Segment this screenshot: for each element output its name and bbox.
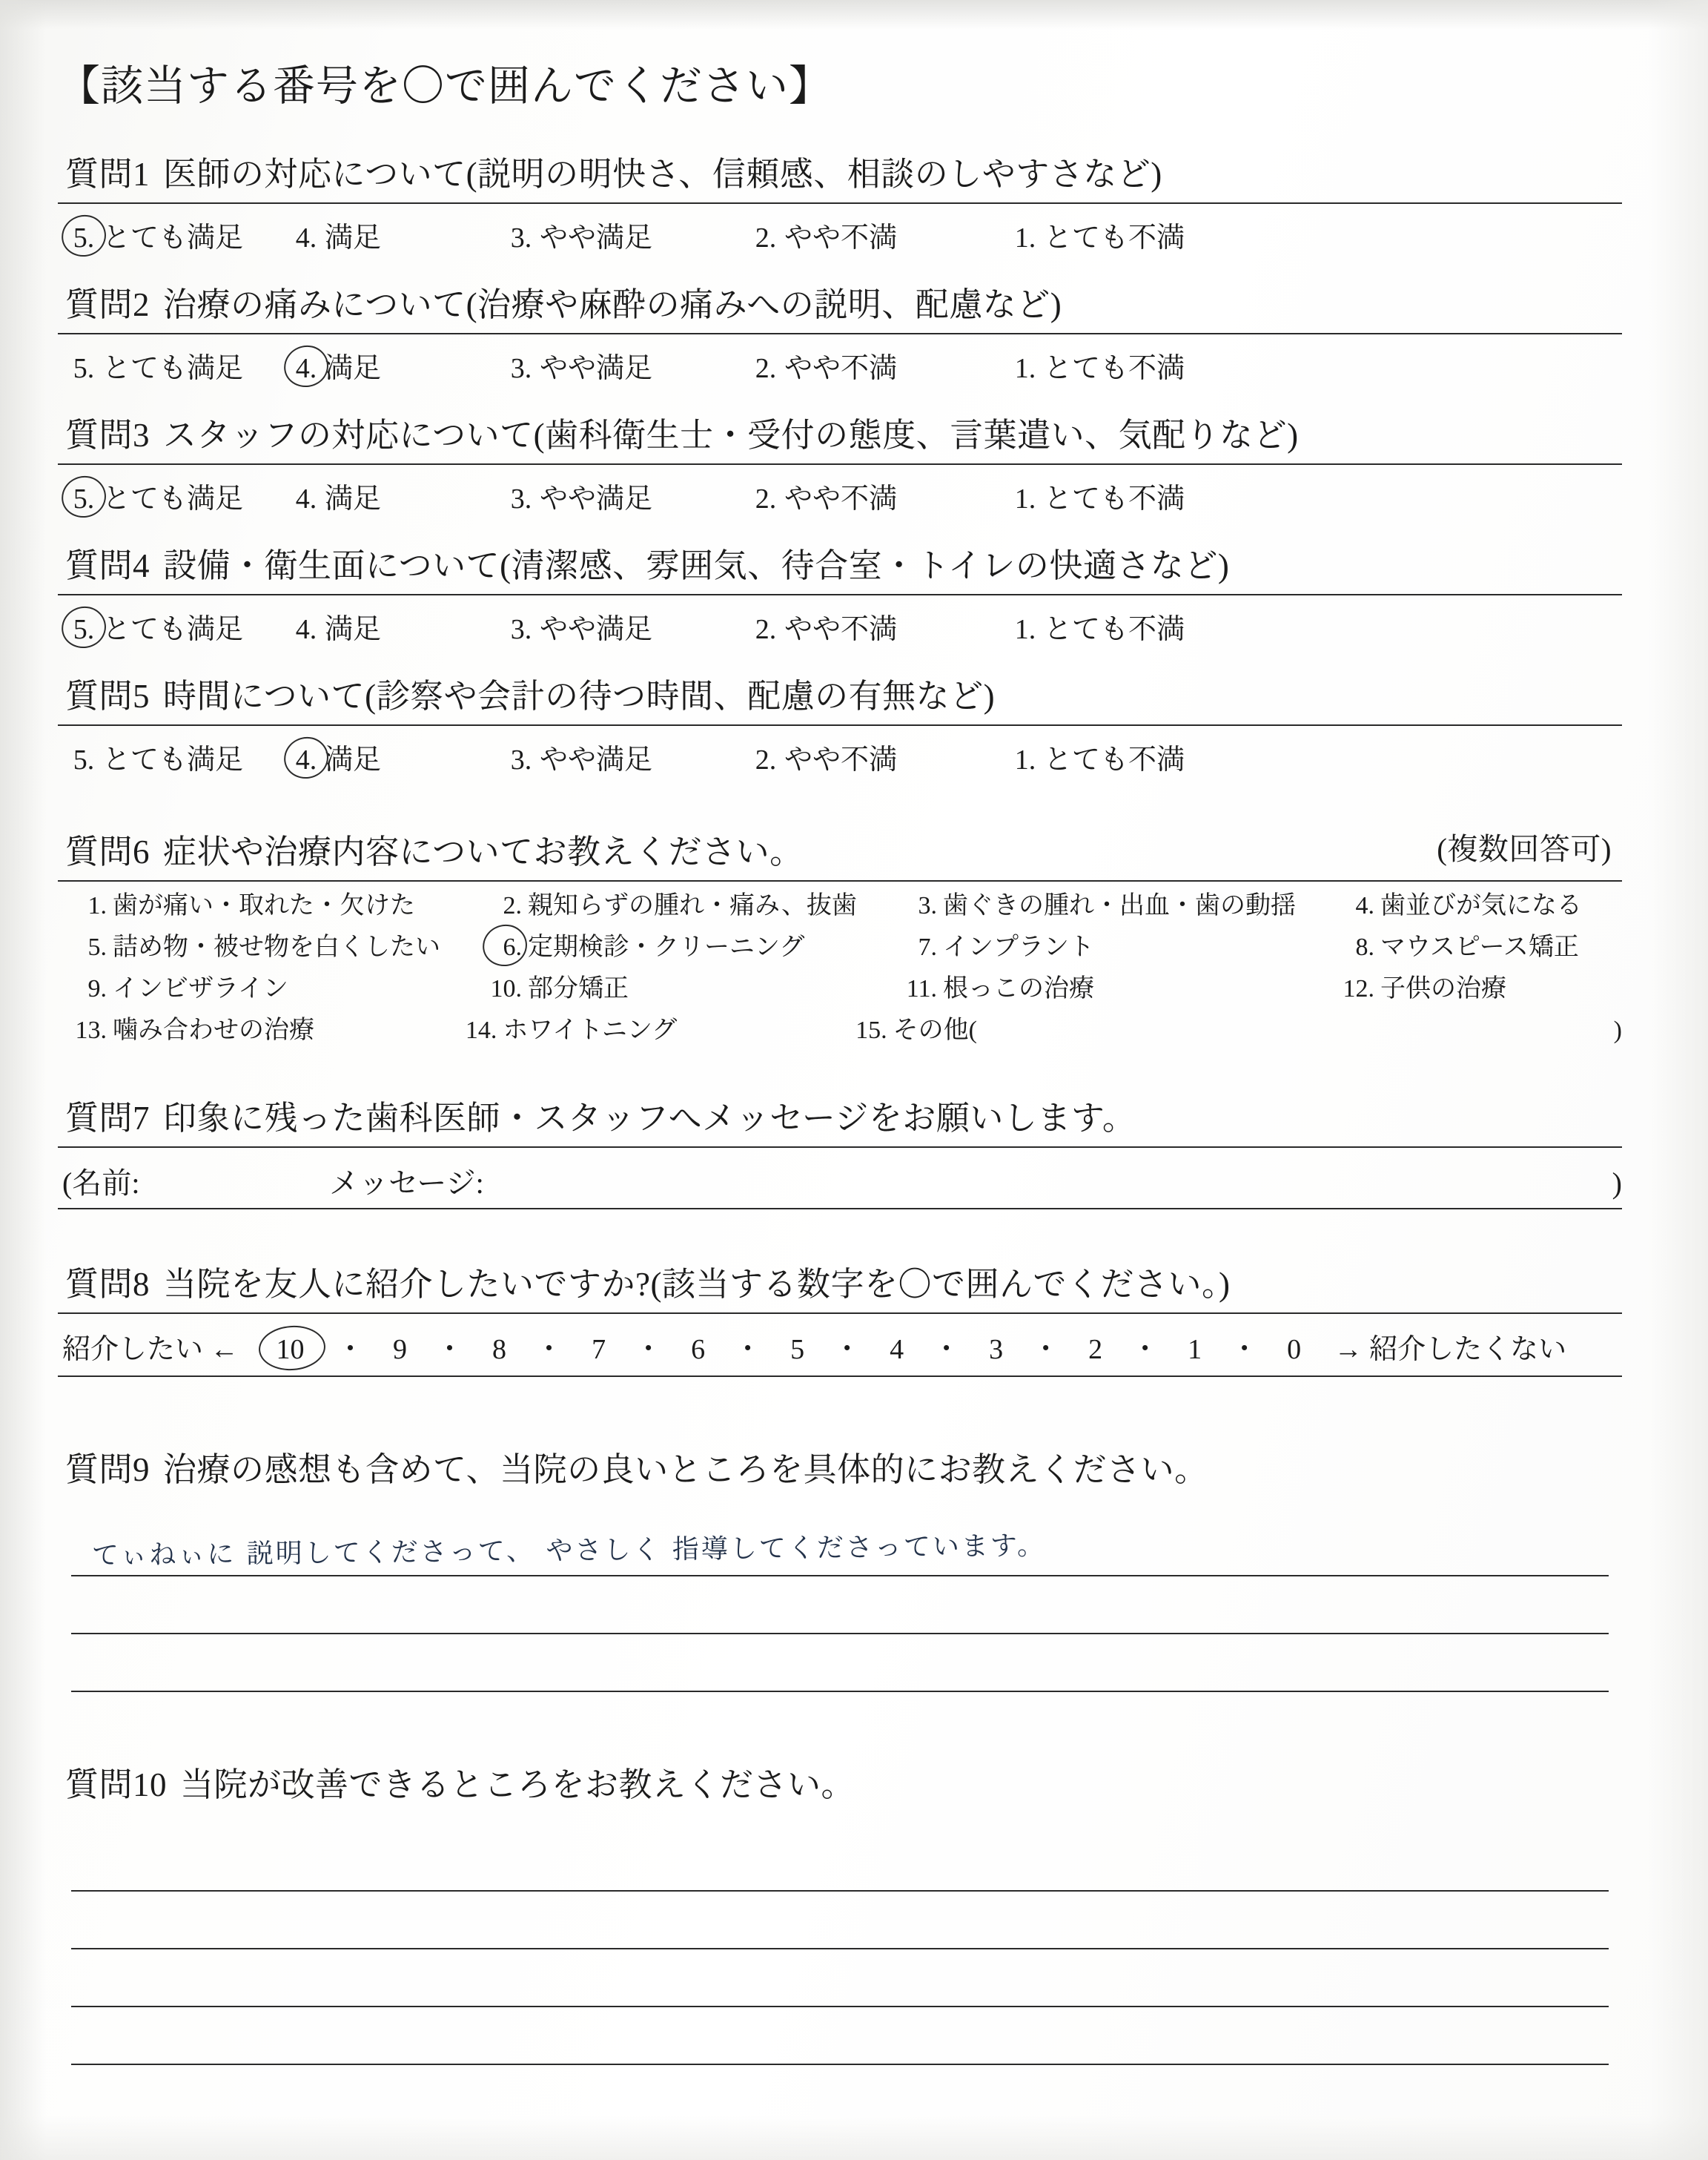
q4-option-2-number: 2. [755,614,777,645]
question-block-5 [58,669,1622,777]
q4-option-1[interactable] [1010,606,1254,647]
q4-option-4-label: 満足 [325,614,382,645]
question-7-answer-row[interactable] [58,1160,1622,1209]
answer-line[interactable] [71,1576,1609,1634]
q6-choice-10[interactable] [488,977,903,1002]
question-5-text: 時間について(診察や会計の待つ時間、配慮の有無など) [163,678,996,715]
question-2-label: 質問2 [65,286,150,323]
question-block-6 [58,825,1622,1043]
q6-choice-6-number: 6. [488,935,522,960]
q6-choice-14[interactable] [463,1018,853,1043]
scan-shadow-right [1649,0,1708,2160]
question-3-label: 質問3 [65,417,150,454]
question-3-text: スタッフの対応について(歯科衛生士・受付の態度、言葉遣い、気配りなど) [163,417,1299,454]
question-block-2 [58,277,1622,386]
question-block-3 [58,408,1622,516]
q8-sep: ・ [435,1334,464,1365]
q9-answer-line-1: てぃねぃに 説明してくださって、 やさしく 指導してくださっています。 [91,1530,1047,1571]
q8-value-7[interactable]: 7 [592,1334,606,1365]
question-9-title [58,1442,1622,1498]
scan-shadow-bottom [0,2116,1708,2160]
q4-option-5[interactable] [68,606,291,647]
question-10-answer-area[interactable] [58,1834,1622,2065]
q5-option-4-label: 満足 [325,744,382,776]
q3-option-5-number: 5. [68,483,99,515]
q6-choice-10-label: 部分矯正 [528,975,629,1003]
q3-option-4-number: 4. [295,483,317,515]
q6-choice-9[interactable] [73,977,488,1002]
question-4-text: 設備・衛生面について(清潔感、雰囲気、待合室・トイレの快適さなど) [163,547,1230,584]
question-2-title [58,277,1622,334]
q3-option-2-label: やや不満 [784,483,898,515]
q1-option-1-number: 1. [1014,222,1036,254]
q6-choice-15-number: 15. [855,1017,887,1044]
q8-sep: ・ [534,1334,563,1365]
q8-sep: ・ [932,1334,961,1365]
q4-option-4[interactable] [291,606,506,647]
question-9-label: 質問9 [65,1451,150,1488]
q8-value-1[interactable]: 1 [1188,1334,1202,1365]
q2-option-3-label: やや満足 [540,353,653,384]
q7-name-label: (名前: [62,1166,140,1200]
q1-option-4-number: 4. [295,222,317,254]
q5-option-1-label: とても不満 [1044,744,1185,776]
question-block-7 [58,1091,1622,1209]
q6-choice-9-number: 9. [87,975,107,1003]
question-6-choices [58,894,1622,1043]
question-block-1 [58,147,1622,255]
q6-choice-4-number: 4. [1355,892,1374,919]
q6-choice-2-label: 親知らずの腫れ・痛み、抜歯 [528,892,858,919]
q8-value-0[interactable]: 0 [1287,1334,1302,1365]
q1-option-1[interactable] [1010,214,1254,255]
question-block-9 [58,1442,1622,1692]
q3-option-5-label: とても満足 [102,483,244,515]
q4-option-4-number: 4. [295,614,317,645]
q1-option-2-label: やや不満 [784,222,898,254]
q1-option-2-number: 2. [755,222,777,254]
q6-choice-5-number: 5. [87,934,107,961]
q6-choice-11-label: 根っこの治療 [943,975,1094,1003]
question-2-scale [58,345,1622,386]
q6-choice-5[interactable] [73,935,488,960]
answer-line[interactable] [71,1834,1609,1892]
q2-option-5[interactable] [68,345,291,386]
q2-option-1[interactable] [1010,345,1254,386]
question-9-answer-area[interactable] [58,1519,1622,1692]
question-3-title [58,408,1622,465]
q3-option-2-number: 2. [755,483,777,515]
q6-choice-12[interactable] [1340,977,1622,1002]
question-8-title [58,1257,1622,1314]
q6-choice-3[interactable] [903,894,1340,919]
q6-choice-8-label: マウスピース矯正 [1380,934,1579,961]
q6-choice-8-number: 8. [1355,934,1374,961]
q2-option-2-label: やや不満 [784,353,898,384]
answer-line[interactable] [71,1949,1609,2007]
q2-option-5-label: とても満足 [102,353,244,384]
q3-option-4-label: 満足 [325,483,382,515]
q6-choice-1[interactable] [73,894,488,919]
answer-line[interactable] [71,1634,1609,1692]
q5-option-3[interactable] [506,736,750,777]
q6-choice-12-label: 子供の治療 [1380,975,1506,1003]
q5-option-2-label: やや不満 [784,744,898,776]
question-block-8 [58,1257,1622,1377]
choice-row [73,894,1622,919]
q1-option-2[interactable] [750,214,1010,255]
q8-sep: ・ [634,1334,663,1365]
q6-choice-5-label: 詰め物・被せ物を白くしたい [113,934,440,961]
q8-sep: ・ [1230,1334,1259,1365]
q6-choice-4[interactable] [1340,894,1622,919]
q3-option-3-number: 3. [510,483,532,515]
q5-option-3-number: 3. [510,744,532,776]
q8-value-4[interactable]: 4 [890,1334,904,1365]
q4-option-2[interactable] [750,606,1010,647]
q6-choice-2[interactable] [488,894,903,919]
question-4-title [58,538,1622,595]
q1-option-1-label: とても不満 [1044,222,1185,254]
q7-message-label: メッセージ: [329,1166,484,1200]
question-7-text: 印象に残った歯科医師・スタッフへメッセージをお願いします。 [163,1100,1136,1137]
q2-option-3[interactable] [506,345,750,386]
q4-option-3-label: やや満足 [540,614,653,645]
q3-option-1[interactable] [1010,475,1254,516]
question-4-label: 質問4 [65,547,150,584]
q1-option-5[interactable] [68,214,291,255]
q4-option-5-label: とても満足 [102,614,244,645]
q3-option-4[interactable] [291,475,506,516]
form-content [58,52,1622,2087]
q8-sep: ・ [336,1334,365,1365]
q5-option-4[interactable] [291,736,506,777]
q8-value-8[interactable]: 8 [492,1334,507,1365]
q5-option-4-number: 4. [291,744,322,776]
q2-option-1-number: 1. [1014,353,1036,384]
q2-option-4-label: 満足 [325,353,382,384]
q6-choice-7-label: インプラント [943,934,1094,961]
q6-choice-15-label: その他( [893,1017,977,1044]
q8-value-6[interactable]: 6 [691,1334,706,1365]
q6-choice-1-label: 歯が痛い・取れた・欠けた [113,892,415,919]
q6-choice-6-label: 定期検診・クリーニング [528,934,805,961]
q8-scale-numbers [261,1326,1314,1367]
q5-option-5-number: 5. [73,744,95,776]
question-10-text: 当院が改善できるところをお教えください。 [180,1766,855,1803]
q5-option-1[interactable] [1010,736,1254,777]
q8-sep: ・ [1131,1334,1159,1365]
q6-choice-13-label: 噛み合わせの治療 [113,1017,314,1044]
q2-option-3-number: 3. [510,353,532,384]
scan-shadow-left [0,0,46,2160]
q8-value-2[interactable]: 2 [1088,1334,1103,1365]
answer-line[interactable] [71,1892,1609,1949]
q3-option-3[interactable] [506,475,750,516]
q2-option-5-number: 5. [73,353,95,384]
q7-close-paren: ) [1612,1166,1622,1200]
q8-sep: ・ [733,1334,762,1365]
q8-right-label: → 紹介したくない [1334,1334,1567,1365]
question-2-text: 治療の痛みについて(治療や麻酔の痛みへの説明、配慮など) [163,286,1062,323]
q8-value-3[interactable]: 3 [989,1334,1004,1365]
q4-option-1-label: とても不満 [1044,614,1185,645]
q1-option-5-number: 5. [68,222,99,254]
question-6-text: 症状や治療内容についてお教えください。 [163,833,804,871]
q6-choice-11[interactable] [903,977,1340,1002]
q8-sep: ・ [1031,1334,1060,1365]
q6-choice-15[interactable] [853,1018,1622,1043]
q4-option-1-number: 1. [1014,614,1036,645]
choice-row [73,977,1622,1002]
q5-option-1-number: 1. [1014,744,1036,776]
q6-choice-11-number: 11. [906,975,937,1003]
question-8-scale [58,1326,1622,1377]
q6-choice-6[interactable] [488,935,903,960]
q6-choice-2-number: 2. [503,892,522,919]
question-6-label: 質問6 [65,833,150,871]
q3-option-3-label: やや満足 [540,483,653,515]
q2-option-4-number: 4. [291,352,322,385]
q6-choice-10-number: 10. [490,975,522,1003]
question-7-title [58,1091,1622,1148]
q2-option-4[interactable] [291,345,506,386]
q6-choice-3-label: 歯ぐきの腫れ・出血・歯の動揺 [943,892,1296,919]
question-5-title [58,669,1622,726]
q6-choice-7[interactable] [903,935,1340,960]
q6-choice-14-number: 14. [465,1017,497,1044]
q2-option-2[interactable] [750,345,1010,386]
q5-option-2-number: 2. [755,744,777,776]
q8-value-5[interactable]: 5 [790,1334,805,1365]
q3-option-2[interactable] [750,475,1010,516]
q8-left-label: 紹介したい ← [62,1334,239,1365]
q6-choice-13[interactable] [73,1018,463,1043]
question-5-scale [58,736,1622,777]
q1-option-3-number: 3. [510,222,532,254]
choice-row [73,935,1622,960]
question-10-title [58,1757,1622,1813]
q8-value-9[interactable]: 9 [393,1334,408,1365]
q5-option-3-label: やや満足 [540,744,653,776]
q5-option-2[interactable] [750,736,1010,777]
q8-value-10[interactable]: 10 [261,1333,320,1366]
q2-option-1-label: とても不満 [1044,353,1185,384]
q3-option-1-number: 1. [1014,483,1036,515]
q1-option-4[interactable] [291,214,506,255]
q6-choice-14-label: ホワイトニング [503,1017,678,1044]
question-6-title [58,825,1622,882]
question-4-scale [58,606,1622,647]
question-6-note: (複数回答可) [1437,832,1612,866]
q3-option-1-label: とても不満 [1044,483,1185,515]
q6-choice-13-number: 13. [75,1017,107,1044]
answer-line[interactable] [71,2007,1609,2065]
question-1-scale [58,214,1622,255]
q5-option-5-label: とても満足 [102,744,244,776]
q6-choice-12-number: 12. [1343,975,1374,1003]
question-5-label: 質問5 [65,678,150,715]
q5-option-5[interactable] [68,736,291,777]
q6-choice-9-label: インビザライン [113,975,288,1003]
q1-option-3-label: やや満足 [540,222,653,254]
question-block-4 [58,538,1622,647]
question-7-label: 質問7 [65,1100,150,1137]
question-1-label: 質問1 [65,156,150,193]
q6-choice-8[interactable] [1340,935,1622,960]
q4-option-3-number: 3. [510,614,532,645]
q4-option-3[interactable] [506,606,750,647]
q6-choice-4-label: 歯並びが気になる [1380,892,1582,919]
q1-option-4-label: 満足 [325,222,382,254]
q6-choice-1-number: 1. [87,892,107,919]
q1-option-5-label: とても満足 [102,222,244,254]
question-1-text: 医師の対応について(説明の明快さ、信頼感、相談のしやすさなど) [163,156,1162,193]
answer-line[interactable] [71,1519,1609,1576]
question-9-text: 治療の感想も含めて、当院の良いところを具体的にお教えください。 [163,1451,1208,1488]
q4-option-5-number: 5. [68,613,99,646]
question-8-text: 当院を友人に紹介したいですか?(該当する数字を〇で囲んでください。) [163,1266,1231,1303]
question-8-label: 質問8 [65,1266,150,1303]
q6-choice-3-number: 3. [918,892,937,919]
q8-sep: ・ [833,1334,861,1365]
scan-shadow-top [0,0,1708,30]
q3-option-5[interactable] [68,475,291,516]
q2-option-2-number: 2. [755,353,777,384]
page-title: 【該当する番号を〇で囲んでください】 [58,63,832,110]
q4-option-2-label: やや不満 [784,614,898,645]
question-3-scale [58,475,1622,516]
question-1-title [58,147,1622,204]
q6-choice-7-number: 7. [918,934,937,961]
q6-choice-15-close: ) [1613,1017,1622,1044]
question-10-label: 質問10 [65,1766,168,1803]
question-block-10 [58,1757,1622,2065]
q1-option-3[interactable] [506,214,750,255]
choice-row [73,1018,1622,1043]
